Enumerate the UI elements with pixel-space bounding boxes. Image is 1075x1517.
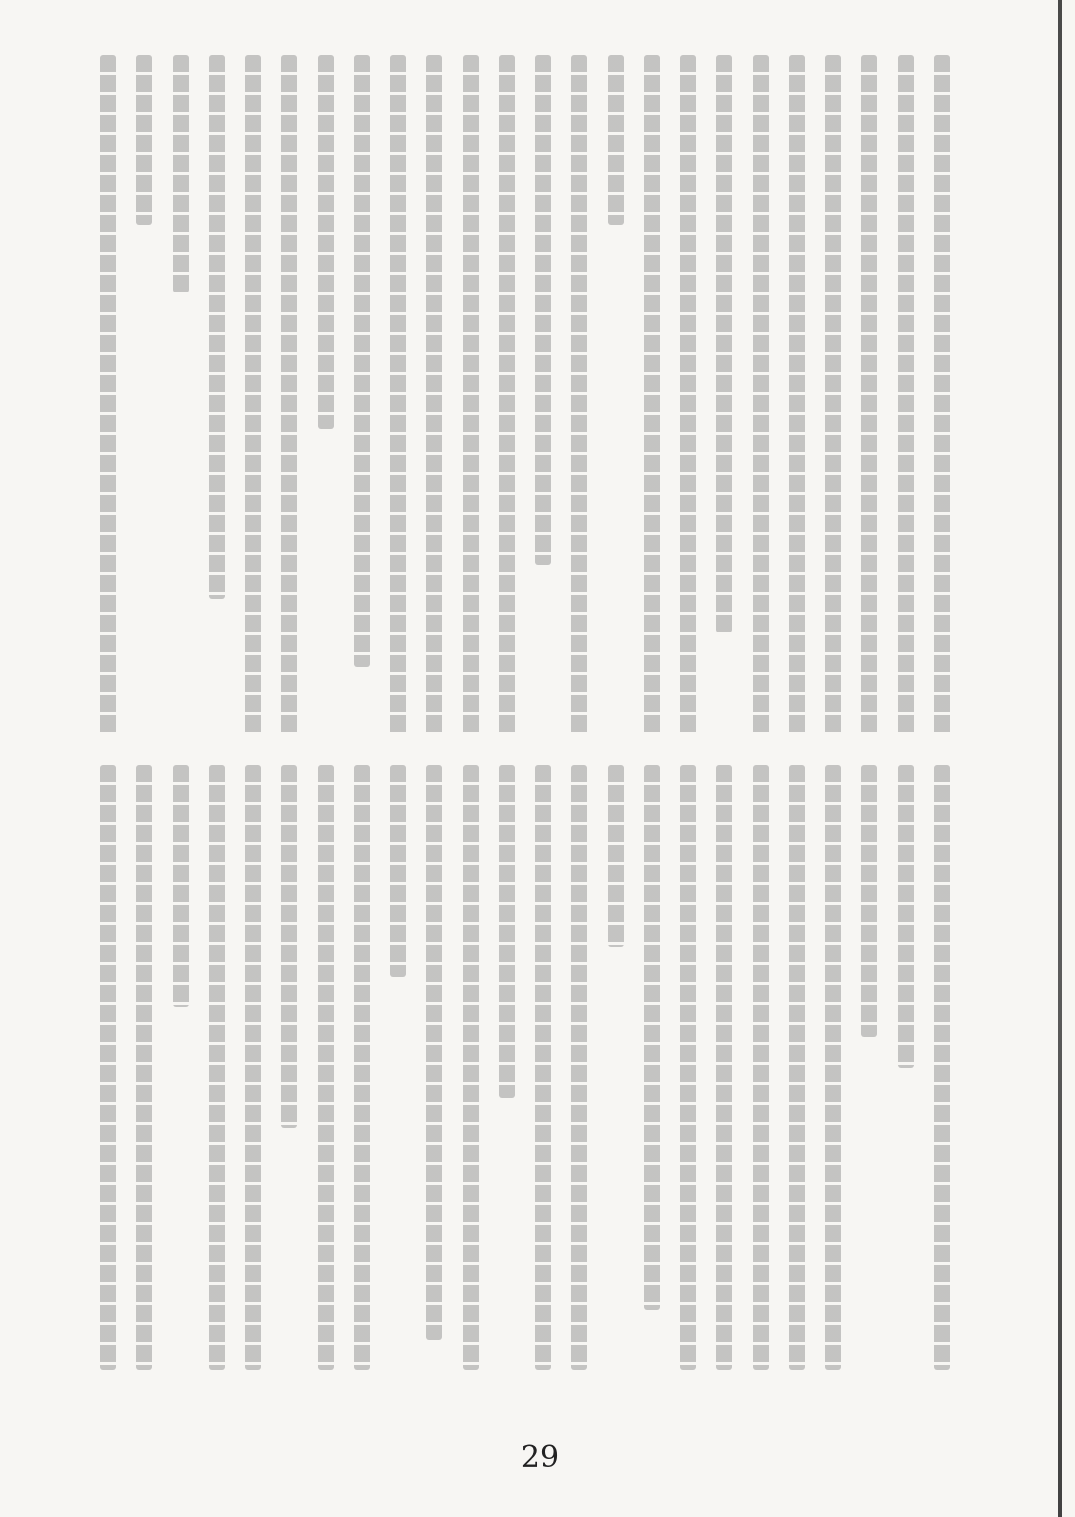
text-column-placeholder <box>354 765 370 1370</box>
scan-edge-shadow <box>1058 0 1062 1517</box>
text-column-placeholder <box>825 765 841 1370</box>
text-column-placeholder <box>934 765 950 1370</box>
text-column-placeholder <box>861 765 877 1037</box>
text-column-placeholder <box>608 55 624 225</box>
text-column-placeholder <box>318 55 334 429</box>
text-column-placeholder <box>318 765 334 1370</box>
text-column-placeholder <box>861 55 877 735</box>
vertical-text-block-bottom <box>90 765 960 1380</box>
text-column-placeholder <box>354 55 370 667</box>
text-column-placeholder <box>390 765 406 977</box>
text-column-placeholder <box>390 55 406 735</box>
text-column-placeholder <box>789 55 805 735</box>
text-column-placeholder <box>100 55 116 735</box>
text-column-placeholder <box>245 765 261 1370</box>
text-column-placeholder <box>100 765 116 1370</box>
vertical-text-block-top <box>90 55 960 745</box>
text-column-placeholder <box>535 765 551 1370</box>
text-column-placeholder <box>608 765 624 947</box>
text-column-placeholder <box>753 765 769 1370</box>
text-column-placeholder <box>716 765 732 1370</box>
text-column-placeholder <box>934 55 950 735</box>
text-column-placeholder <box>245 55 261 735</box>
text-column-placeholder <box>535 55 551 565</box>
text-column-placeholder <box>825 55 841 735</box>
text-column-placeholder <box>281 765 297 1128</box>
text-column-placeholder <box>209 765 225 1370</box>
text-column-placeholder <box>209 55 225 599</box>
text-column-placeholder <box>499 55 515 735</box>
text-column-placeholder <box>281 55 297 735</box>
text-column-placeholder <box>644 765 660 1310</box>
page-number: 29 <box>520 1440 560 1475</box>
text-column-placeholder <box>136 55 152 225</box>
text-column-placeholder <box>463 765 479 1370</box>
text-column-placeholder <box>173 55 189 293</box>
text-column-placeholder <box>499 765 515 1098</box>
text-column-placeholder <box>716 55 732 633</box>
text-column-placeholder <box>753 55 769 735</box>
text-column-placeholder <box>173 765 189 1007</box>
text-column-placeholder <box>898 765 914 1068</box>
text-column-placeholder <box>426 765 442 1340</box>
text-column-placeholder <box>680 55 696 735</box>
text-column-placeholder <box>680 765 696 1370</box>
text-column-placeholder <box>898 55 914 735</box>
text-column-placeholder <box>789 765 805 1370</box>
text-column-placeholder <box>571 765 587 1370</box>
text-column-placeholder <box>644 55 660 735</box>
text-column-placeholder <box>463 55 479 735</box>
text-column-placeholder <box>426 55 442 735</box>
text-column-placeholder <box>136 765 152 1370</box>
text-column-placeholder <box>571 55 587 735</box>
